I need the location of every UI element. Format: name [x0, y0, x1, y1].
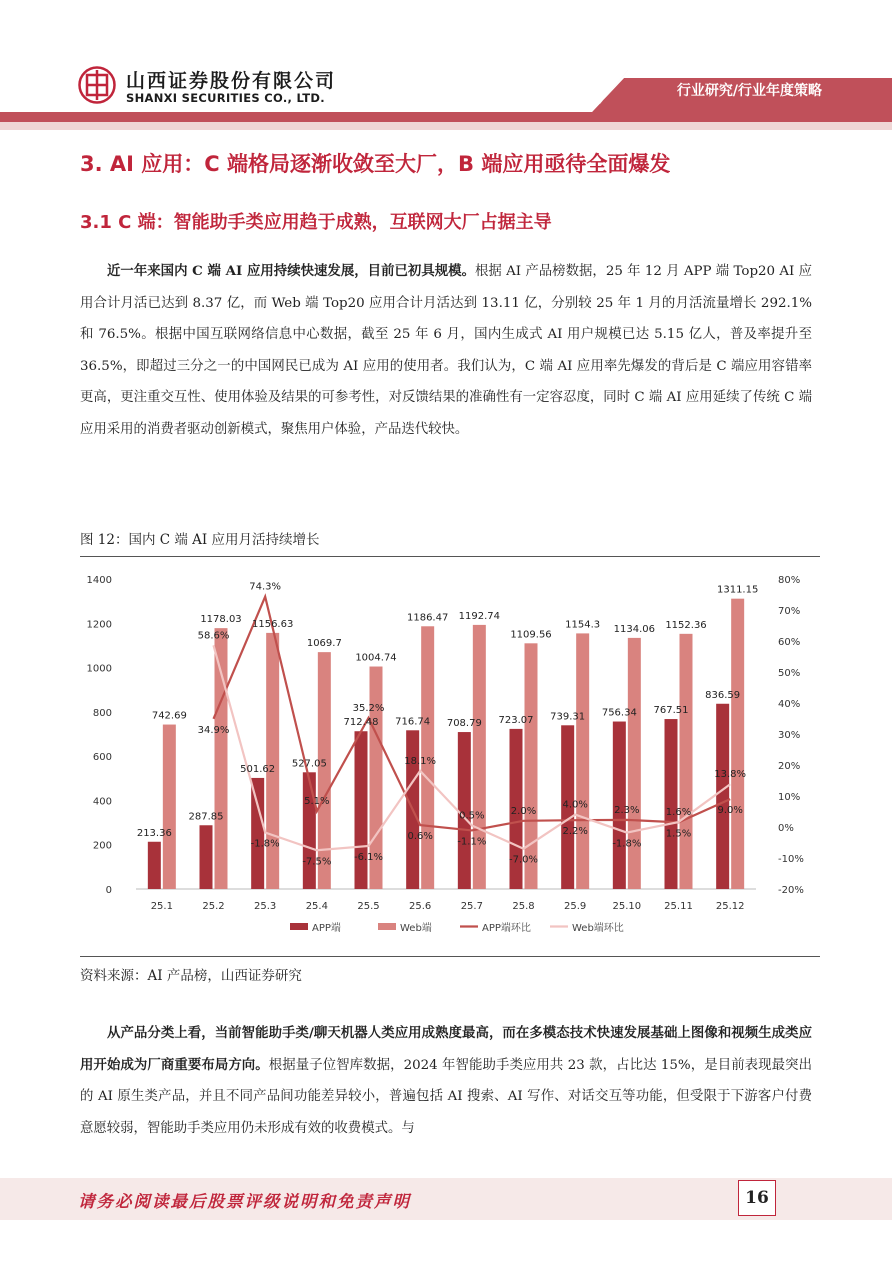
y-left-tick-label: 0 — [105, 885, 112, 896]
y-left-tick-label: 400 — [92, 796, 112, 808]
y-right-tick-label: 0% — [778, 823, 794, 834]
paragraph-2-lead: 从产品分类上看，当前智能助手类/聊天机器人类应用成熟度最高，而在多模态技术快速发展基础上图像和视频生成类应用开始成为厂商重要布局方向。 — [80, 1025, 812, 1073]
app-bar — [716, 704, 729, 889]
app-bar-label: 716.74 — [395, 716, 431, 728]
header-band — [0, 0, 892, 130]
figure-top-rule — [80, 556, 820, 557]
web-growth-label: 1.6% — [665, 807, 692, 819]
y-left-tick-label: 1200 — [86, 619, 112, 631]
legend-label: Web端 — [400, 923, 432, 934]
web-bar — [473, 625, 486, 889]
web-bar-label: 1004.74 — [355, 652, 397, 664]
x-tick-label: 25.7 — [460, 901, 483, 912]
y-left-tick-label: 600 — [92, 752, 112, 764]
y-right-tick-label: 40% — [778, 699, 801, 710]
section-title: 3. AI 应用：C 端格局逐渐收敛至大厂，B 端应用亟待全面爆发 — [80, 152, 671, 176]
app-growth-label: 0.6% — [407, 831, 433, 843]
paragraph-2-body: 根据量子位智库数据，2024 年智能助手类应用共 23 款，占比达 15%，是目前表现最突出的 AI 原生类产品，并且不同产品间功能差异较小，普遍包括 AI 搜索、AI 写作、对话交互等功能，但受限于下游客户付费意愿较弱，智能助手类应用仍未形成有效的收费模式。与 — [80, 1057, 813, 1136]
y-right-tick-label: 60% — [778, 637, 801, 648]
web-growth-label: -7.5% — [302, 856, 332, 868]
app-bar — [251, 778, 264, 889]
app-bar — [303, 772, 316, 889]
web-growth-label: -1.8% — [250, 838, 280, 850]
x-tick-label: 25.6 — [409, 901, 432, 912]
web-growth-label: 4.0% — [562, 799, 588, 811]
x-tick-label: 25.2 — [202, 901, 225, 912]
y-left-tick-label: 1000 — [86, 663, 112, 675]
web-bar — [318, 652, 331, 889]
y-right-tick-label: 70% — [778, 606, 801, 617]
mau-chart — [80, 560, 820, 952]
app-growth-label: 2.0% — [510, 805, 537, 817]
web-growth-label: 0.5% — [459, 810, 485, 822]
page-header — [0, 0, 892, 130]
app-bar-label: 836.59 — [705, 689, 741, 701]
web-growth-label: -1.8% — [612, 838, 642, 850]
web-growth-label: -6.1% — [353, 851, 384, 863]
web-bar — [215, 628, 228, 889]
app-growth-label: 9.0% — [717, 805, 743, 817]
web-bar — [731, 599, 744, 889]
web-bar — [525, 643, 538, 889]
app-growth-label: 1.5% — [665, 828, 692, 840]
app-bar-label: 739.31 — [550, 711, 586, 723]
app-bar — [355, 731, 368, 889]
web-bar-label: 1311.15 — [716, 584, 759, 596]
y-right-tick-label: -20% — [778, 885, 804, 896]
app-bar-label: 287.85 — [188, 811, 224, 823]
web-bar-label: 742.69 — [151, 710, 187, 722]
x-tick-label: 25.8 — [512, 901, 535, 912]
app-bar — [665, 719, 678, 889]
company-name-cn: 山西证券股份有限公司 — [126, 70, 337, 92]
x-tick-label: 25.10 — [612, 901, 642, 912]
app-bar-label: 723.07 — [498, 714, 534, 726]
app-bar-label: 213.36 — [136, 827, 172, 839]
web-bar-label: 1192.74 — [458, 610, 501, 622]
web-bar — [576, 633, 589, 889]
web-growth-label: 18.1% — [404, 755, 437, 767]
web-bar-label: 1069.7 — [306, 638, 342, 650]
legend-label: APP端 — [312, 923, 341, 934]
paragraph-2 — [80, 1018, 812, 1144]
legend-label: Web端环比 — [572, 923, 624, 934]
web-bar-label: 1178.03 — [200, 614, 242, 626]
page-number: 16 — [738, 1180, 776, 1216]
web-bar-label: 1154.3 — [565, 619, 601, 631]
x-tick-label: 25.9 — [564, 901, 587, 912]
y-left-tick-label: 1400 — [86, 575, 112, 586]
figure-bottom-rule — [80, 956, 820, 957]
app-growth-label: 34.9% — [197, 724, 230, 736]
web-bar-label: 1134.06 — [613, 623, 656, 635]
x-tick-label: 25.3 — [254, 901, 277, 912]
app-bar — [148, 842, 161, 889]
x-tick-label: 25.4 — [305, 901, 328, 912]
web-bar-label: 1152.36 — [665, 619, 707, 631]
web-growth-label: -7.0% — [508, 854, 539, 866]
y-right-tick-label: 30% — [778, 730, 801, 741]
app-bar-label: 712.48 — [343, 717, 379, 729]
legend-label: APP端环比 — [482, 923, 531, 934]
web-bar-label: 1186.47 — [406, 612, 449, 624]
app-bar-label: 767.51 — [653, 705, 689, 717]
app-growth-label: 35.2% — [352, 702, 385, 714]
paragraph-1-lead: 近一年来国内 C 端 AI 应用持续快速发展，目前已初具规模。 — [107, 263, 475, 279]
y-right-tick-label: 20% — [778, 761, 801, 772]
report-category: 行业研究/行业年度策略 — [676, 83, 822, 99]
app-growth-label: 2.3% — [614, 804, 640, 816]
app-growth-label: -1.1% — [457, 836, 487, 848]
y-left-tick-label: 800 — [92, 707, 112, 719]
y-right-tick-label: 50% — [778, 668, 801, 679]
x-tick-label: 25.11 — [664, 901, 693, 912]
x-tick-label: 25.12 — [715, 901, 745, 912]
company-name-en: SHANXI SECURITIES CO., LTD. — [126, 91, 325, 105]
web-bar — [266, 633, 279, 889]
app-bar-label: 501.62 — [240, 763, 276, 775]
figure-caption: 图 12：国内 C 端 AI 应用月活持续增长 — [80, 532, 320, 548]
app-growth-label: 74.3% — [249, 581, 282, 593]
app-growth-label: 2.2% — [562, 826, 588, 838]
app-bar-label: 708.79 — [446, 718, 482, 730]
company-logo-icon — [78, 66, 116, 104]
x-tick-label: 25.1 — [150, 901, 173, 912]
x-tick-label: 25.5 — [357, 901, 380, 912]
web-bar-label: 1109.56 — [510, 629, 552, 641]
web-bar — [680, 634, 693, 889]
y-right-tick-label: 80% — [778, 575, 801, 586]
web-growth-label: 58.6% — [197, 630, 230, 642]
web-bar-label: 1156.63 — [251, 618, 294, 630]
figure-source: 资料来源：AI 产品榜，山西证券研究 — [80, 968, 302, 984]
paragraph-1-body: 根据 AI 产品榜数据，25 年 12 月 APP 端 Top20 AI 应用合计月活已达到 8.37 亿，而 Web 端 Top20 应用合计月活达到 13.11 亿，分别较 25 年 1 月的月活流量增长 292.1%和 76.5%。根据中国互联网络信息中心数据，截至 25 年 6 月，国内生成式 AI 用户规模已达 5.15 亿人，普及率提升至 36.5%，即超过三分之一的中国网民已成为 AI 应用的使用者。我们认为，C 端 AI 应用率先爆发的背后是 C 端应用容错率更高，更注重交互性、使用体验及结果的可参考性，对反馈结果的准确性有一定容忍度，同时 C 端 AI 应用延续了传统 C 端应用采用的消费者驱动创新模式，聚焦用户体验，产品迭代较快。 — [80, 264, 812, 437]
app-growth-label: 5.1% — [304, 796, 330, 808]
subsection-title: 3.1 C 端：智能助手类应用趋于成熟，互联网大厂占据主导 — [80, 212, 552, 233]
legend-swatch — [378, 923, 396, 930]
paragraph-1 — [80, 256, 812, 445]
web-bar — [163, 725, 176, 889]
disclaimer-notice: 请务必阅读最后股票评级说明和免责声明 — [78, 1192, 411, 1211]
app-bar-label: 756.34 — [601, 707, 637, 719]
y-left-tick-label: 200 — [92, 840, 112, 852]
web-growth-label: 13.8% — [714, 769, 747, 781]
web-bar — [628, 638, 641, 889]
app-bar — [200, 825, 213, 889]
legend-swatch — [290, 923, 308, 930]
app-bar-label: 527.05 — [291, 758, 327, 770]
y-right-tick-label: -10% — [778, 854, 804, 865]
y-right-tick-label: 10% — [778, 792, 801, 803]
